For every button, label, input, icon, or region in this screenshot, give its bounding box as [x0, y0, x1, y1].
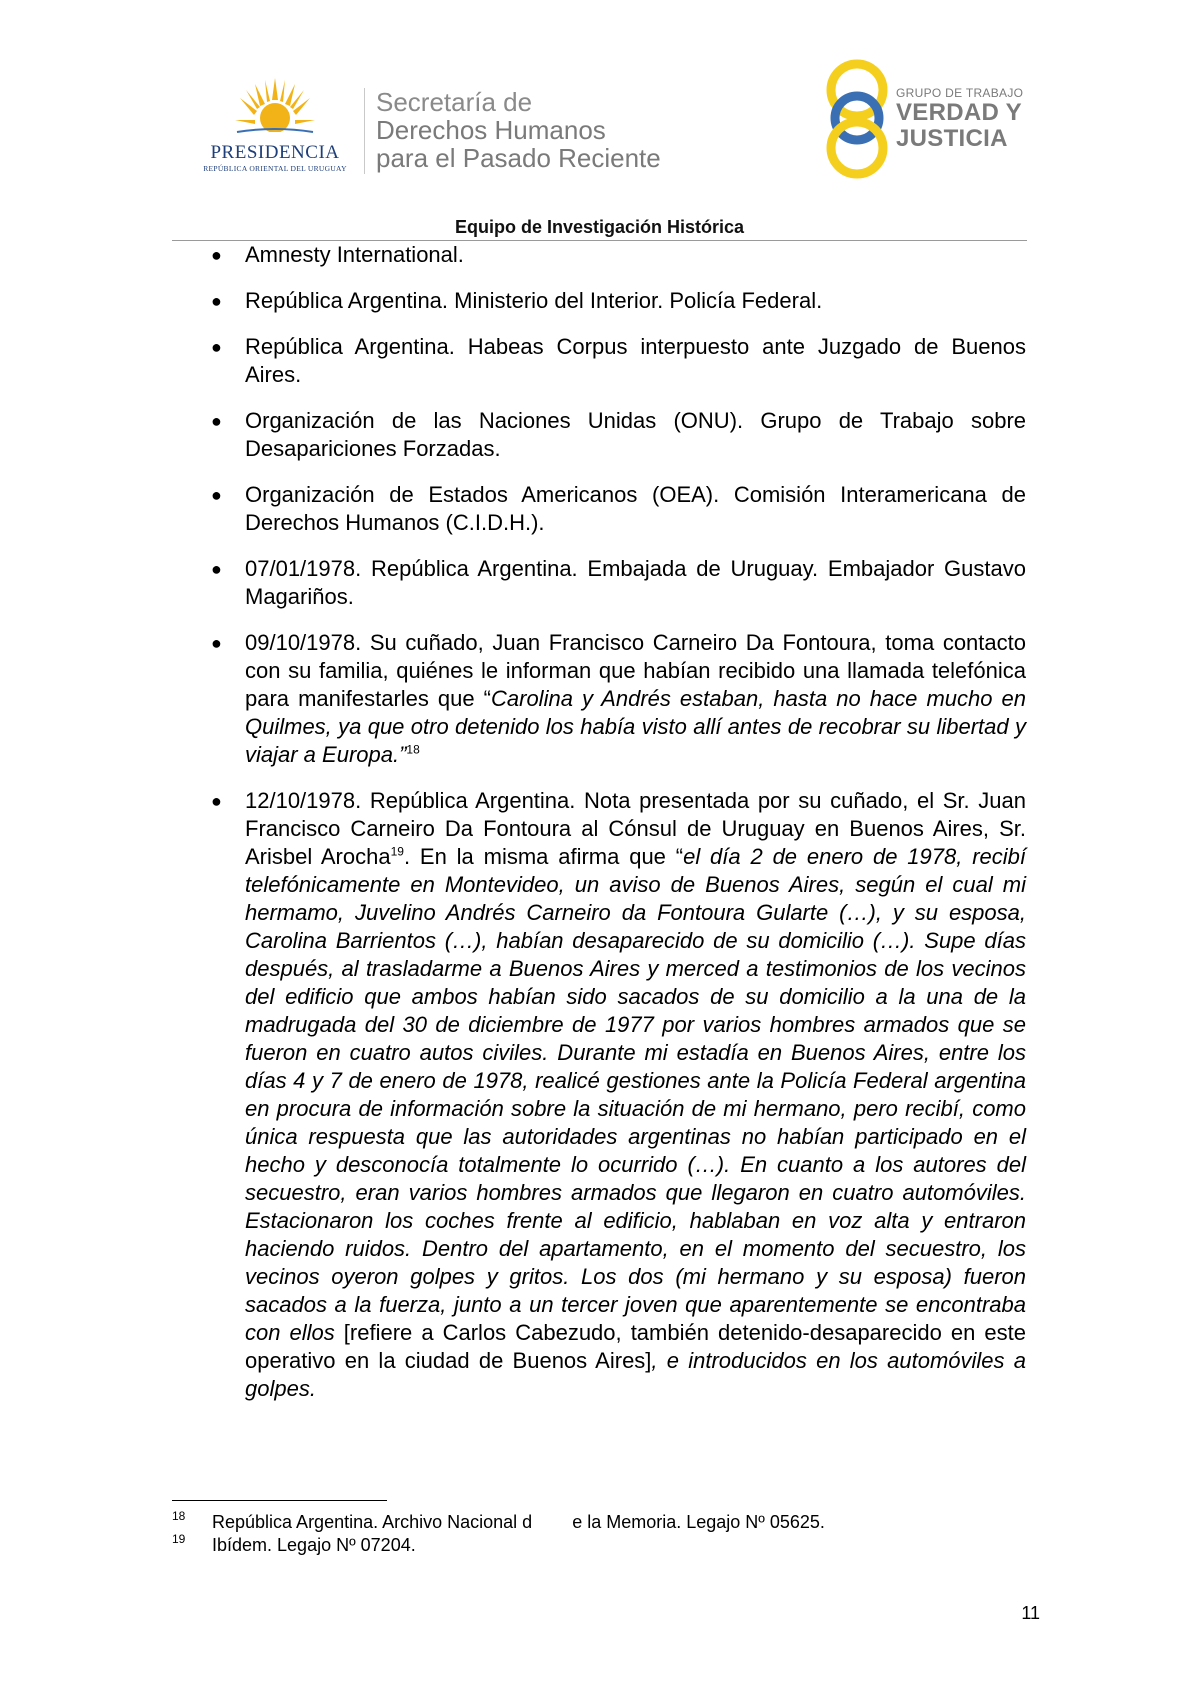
bullet-icon: ●	[211, 559, 222, 579]
sun-icon	[235, 78, 315, 144]
list-item-text: Amnesty International.	[245, 242, 464, 267]
footnote-ref-18[interactable]: 18	[406, 742, 420, 757]
grupo-trabajo-line-2: JUSTICIA	[896, 125, 1008, 152]
list-item	[200, 555, 1026, 611]
list-item	[200, 787, 1026, 1403]
secretaria-line-1: Secretaría de	[376, 87, 533, 117]
item-tail: , e introducidos en los automóviles a golpes.	[245, 1348, 1026, 1401]
list-item	[200, 481, 1026, 537]
item-bracket: [refiere a Carlos Cabezudo, también detenido-desaparecido en este operativo en la ciudad de Buenos Aires]	[245, 1320, 1026, 1373]
bullet-list	[200, 241, 1026, 1421]
footnote-number: 18	[172, 1509, 186, 1523]
bullet-icon: ●	[211, 291, 222, 311]
list-item-text	[245, 787, 1026, 1403]
footnote-text: Ibídem. Legajo Nº 07204.	[212, 1535, 416, 1555]
footnote-ref-19[interactable]: 19	[390, 844, 404, 859]
item-quote: Carolina y Andrés estaban, hasta no hace mucho en Quilmes, ya que otro detenido los había visto allí antes de recobrar su libertad y viajar a Europa.”	[245, 686, 1026, 767]
secretaria-line-3: para el Pasado Reciente	[376, 143, 661, 173]
bullet-icon: ●	[211, 791, 222, 811]
item-lead: 12/10/1978. República Argentina. Nota presentada por su cuñado, el Sr. Juan Francisco Carneiro Da Fontoura al Cónsul de Uruguay en Buenos Aires, Sr. Arisbel Arocha	[245, 788, 1026, 869]
page-number: 11	[1021, 1603, 1040, 1623]
bullet-icon: ●	[211, 337, 222, 357]
list-item	[200, 333, 1026, 389]
grupo-trabajo-logo	[822, 56, 1032, 181]
list-item	[200, 241, 1026, 269]
secretaria-line-2: Derechos Humanos	[376, 115, 606, 145]
list-item	[200, 287, 1026, 315]
bullet-icon: ●	[211, 485, 222, 505]
footnote-text: República Argentina. Archivo Nacional d e la Memoria. Legajo Nº 05625.	[212, 1512, 825, 1532]
grupo-trabajo-text	[896, 86, 1023, 152]
bullet-icon: ●	[211, 633, 222, 653]
footnote-number: 19	[172, 1532, 186, 1546]
list-item	[200, 629, 1026, 769]
grupo-trabajo-line-1: VERDAD Y	[896, 99, 1022, 126]
list-item-text: 07/01/1978. República Argentina. Embajada de Uruguay. Embajador Gustavo Magariños.	[245, 556, 1026, 609]
list-item-text	[245, 629, 1026, 769]
item-lead: 09/10/1978. Su cuñado, Juan Francisco Carneiro Da Fontoura, toma contacto con su familia, quiénes le informan que habían recibido una llamada telefónica para manifestarles que “	[245, 630, 1026, 711]
presidencia-title: PRESIDENCIA	[210, 142, 340, 163]
header-divider	[364, 88, 365, 174]
item-middle: . En la misma afirma que “	[403, 844, 684, 869]
bullet-icon: ●	[211, 245, 222, 265]
list-item-text: República Argentina. Ministerio del Interior. Policía Federal.	[245, 288, 823, 313]
list-item-text: Organización de las Naciones Unidas (ONU). Grupo de Trabajo sobre Desapariciones Forzadas.	[245, 408, 1026, 461]
rings-icon	[822, 56, 892, 181]
footnote-rule	[172, 1500, 387, 1501]
presidencia-logo	[195, 78, 355, 178]
list-item-text: Organización de Estados Americanos (OEA). Comisión Interamericana de Derechos Humanos (C.I.D.H.).	[245, 482, 1026, 535]
bullet-icon: ●	[211, 411, 222, 431]
presidencia-subtitle: REPÚBLICA ORIENTAL DEL URUGUAY	[203, 164, 347, 173]
secretaria-name	[376, 88, 661, 172]
team-title: Equipo de Investigación Histórica	[454, 217, 745, 237]
grupo-trabajo-small: GRUPO DE TRABAJO	[896, 86, 1024, 100]
item-quote: el día 2 de enero de 1978, recibí telefónicamente en Montevideo, un aviso de Buenos Aires, según el cual mi hermamo, Juvelino Andrés Carneiro da Fontoura Gularte (…), y su esposa, Carolina Barrientos (…), habían desaparecido de su domicilio (…). Supe días después, al trasladarme a Buenos Aires y merced a testimonios de los vecinos del edificio que ambos habían sido sacados de su domicilio a la una de la madrugada del 30 de diciembre de 1977 por varios hombres armados que se fueron en cuatro autos civiles. Durante mi estadía en Buenos Aires, entre los días 4 y 7 de enero de 1978, realicé gestiones ante la Policía Federal argentina en procura de información sobre la situación de mi hermano, pero recibí, como única respuesta que las autoridades argentinas no habían participado en el hecho y desconocía totalmente lo ocurrido (…). En cuanto a los autores del secuestro, eran varios hombres armados que llegaron en cuatro automóviles. Estacionaron los coches frente al edificio, hablaban en voz alta y entraron haciendo ruidos. Dentro del apartamento, en el momento del secuestro, los vecinos oyeron golpes y gritos. Los dos (mi hermano y su esposa) fueron sacados a la fuerza, junto a un tercer joven que aparentemente se encontraba con ellos	[245, 844, 1026, 1345]
list-item	[200, 407, 1026, 463]
list-item-text: República Argentina. Habeas Corpus interpuesto ante Juzgado de Buenos Aires.	[245, 334, 1026, 387]
